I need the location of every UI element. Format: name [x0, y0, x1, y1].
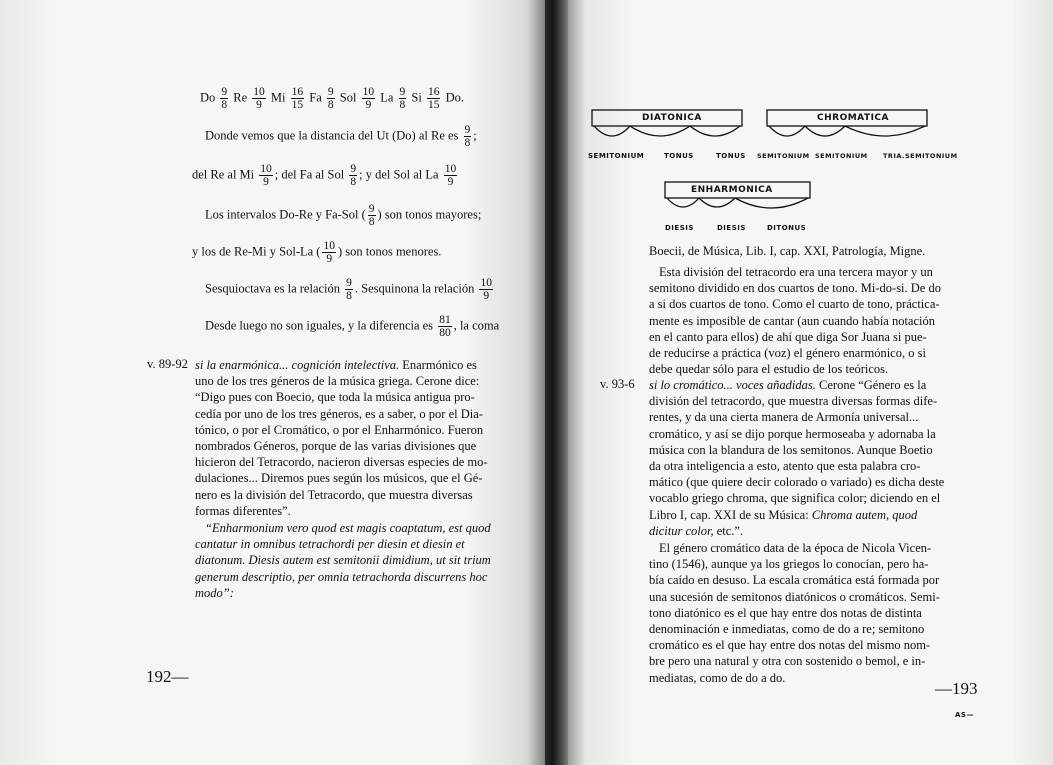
diatonica-diagram: [590, 108, 745, 168]
book-spine-shadow: [528, 0, 568, 765]
note: Do: [200, 90, 216, 105]
fraction: $\frac{16}{15}$: [427, 86, 440, 111]
verse-reference: v. 93-6: [600, 377, 635, 391]
diatonica-title: DIATONICA: [642, 113, 702, 123]
fraction: $\frac{9}{8}$: [221, 86, 228, 111]
diagram-label: SEMITONIUM: [757, 152, 810, 160]
enharmonic-paragraph: Esta división del tetracordo era una tercera mayor y un semitono dividido en dos cuartos de tono. Mi-do-si. De do a si dos cuartos de tono. Como el cuarto de tono, práctica- mente es imposible de cantar (aun cuando había notación en el canto para ellos) de ahí que diga Sor Juana si pue- de reducirse a práctica (voz) el género enarmónico, o si debe quedar sólo para el estudio de los teóricos.: [649, 265, 941, 377]
note: Si: [411, 90, 422, 105]
sesquioctava-line: Sesquioctava es la relación $\frac{9}{8}$ . Sesquinona la relación $\frac{10}{9}$: [205, 277, 492, 302]
page-number-left: 192—: [146, 667, 189, 686]
diagram-label: SEMITONIUM: [588, 152, 645, 160]
diagram-label: DIESIS: [665, 224, 694, 232]
fraction: $\frac{9}{8}$: [346, 277, 352, 302]
diagram-label: SEMITONIUM: [815, 152, 868, 160]
note: Fa: [309, 90, 322, 105]
fraction: $\frac{9}{8}$: [327, 86, 334, 111]
chromatic-scale-paragraph: El género cromático data de la época de Nicola Vicen- tino (1546), aunque ya los griegos lo conocían, pero ha- bía caído en desuso. La escala cromática está formada por una sucesión de semitonos diatónicos o cromáticos. Semi- tono diatónico es el que hay entre dos notas de distinta denominación e inmediatas, como de do a re; semitono cromático es el que hay entre dos notas del mismo nom- bre pero una natural y otra con sostenido o bemol, e in- mediatas, como de do a do.: [649, 541, 940, 685]
fraction: $\frac{81}{80}$: [439, 314, 451, 339]
chromatica-title: CHROMATICA: [817, 113, 889, 123]
fraction: $\frac{16}{15}$: [291, 86, 304, 111]
note: Sol: [339, 90, 357, 105]
diagram-label: TONUS: [664, 152, 694, 160]
diagram-label: DIESIS: [717, 224, 746, 232]
figure-caption: Boecii, de Música, Lib. I, cap. XXI, Patrología, Migne.: [649, 244, 926, 258]
latin-quote: “Enharmonium vero quod est magis coaptatum, est quod cantatur in omnibus tetrachordi per diesin et diesin et diatonum. Diesis autem est semitonii dimidium, ut sit trium generum descriptio, per omnia tetrachorda discurrens hoc modo”:: [195, 521, 491, 600]
diagram-label: DITONUS: [767, 224, 807, 232]
intervals-line: del Re al Mi $\frac{10}{9}$ ; del Fa al Sol $\frac{9}{8}$ ; y del Sol al La $\frac{10}{9}$: [192, 163, 457, 188]
fraction: $\frac{9}{8}$: [350, 163, 357, 188]
diagram-label: TONUS: [716, 152, 746, 160]
fraction: $\frac{9}{8}$: [399, 86, 406, 111]
chromatica-diagram: [757, 108, 965, 168]
fraction: $\frac{10}{9}$: [444, 163, 457, 188]
printer-signature: AS—: [955, 711, 974, 719]
fraction: $\frac{10}{9}$: [323, 240, 335, 265]
comma-line: Desde luego no son iguales, y la diferencia es $\frac{81}{80}$ , la coma: [205, 314, 500, 339]
chromatic-commentary: si lo cromático... voces añadidas. Cerone “Género es la división del tetracordo, que muestra diversas formas dife- rentes, y da una cierta manera de Armonía universal... cromático, y así se dijo porque hermoseaba y adornaba la música con la blandura de los semitonos. Aunque Boetio da otra inteligencia a esto, atento que esta palabra cro- mático (que quiere decir colorado o variado) es dicha deste vocablo griego chroma, que significa color; diciendo en el Libro I, cap. XXI de su Música: Chroma autem, quod dicitur color, etc.”.: [649, 378, 945, 538]
fraction: $\frac{9}{8}$: [368, 203, 375, 228]
distance-line: Donde vemos que la distancia del Ut (Do) al Re es $\frac{9}{8}$ ;: [205, 124, 477, 149]
fraction: $\frac{10}{9}$: [260, 163, 272, 188]
page-number-right: —193: [935, 679, 978, 698]
note: La: [380, 90, 394, 105]
verse-reference: v. 89-92: [147, 357, 188, 371]
fraction: $\frac{10}{9}$: [362, 86, 375, 111]
diagram-label: TRIA.SEMITONIUM: [883, 152, 958, 160]
right-page: [545, 0, 1053, 765]
enharmonica-title: ENHARMONICA: [691, 185, 773, 195]
minor-tones-line: y los de Re-Mi y Sol-La ( $\frac{10}{9}$ ) son tonos menores.: [192, 240, 442, 265]
enharmonica-diagram: [663, 180, 823, 240]
fraction: $\frac{10}{9}$: [253, 86, 265, 111]
note: Re: [233, 90, 248, 105]
fraction: $\frac{9}{8}$: [464, 124, 471, 149]
verse-commentary: si la enarmónica... cognición intelectiva. Enarmónico es uno de los tres géneros de la música griega. Cerone dice: “Digo pues con Boecio, que toda la música antigua pro- cedía por uno de los tres géneros, es a saber, o por el Dia- tónico, o por el Cromático, o por el Enharmónico. Fueron nombrados Géneros, porque de las varias divisiones que hicieron del Tetracordo, nacieron diversas especies de mo- dulaciones... Diremos pues según los músicos, que el Gé- nero es la división del Tetracordo, que muestra diversas formas diferentes”.: [195, 358, 488, 518]
major-tones-line: Los intervalos Do-Re y Fa-Sol ( $\frac{9}{8}$ ) son tonos mayores;: [205, 203, 482, 228]
fraction: $\frac{10}{9}$: [480, 277, 492, 302]
note: Mi: [270, 90, 286, 105]
scale-line: [200, 86, 464, 111]
note: Do.: [445, 90, 464, 105]
